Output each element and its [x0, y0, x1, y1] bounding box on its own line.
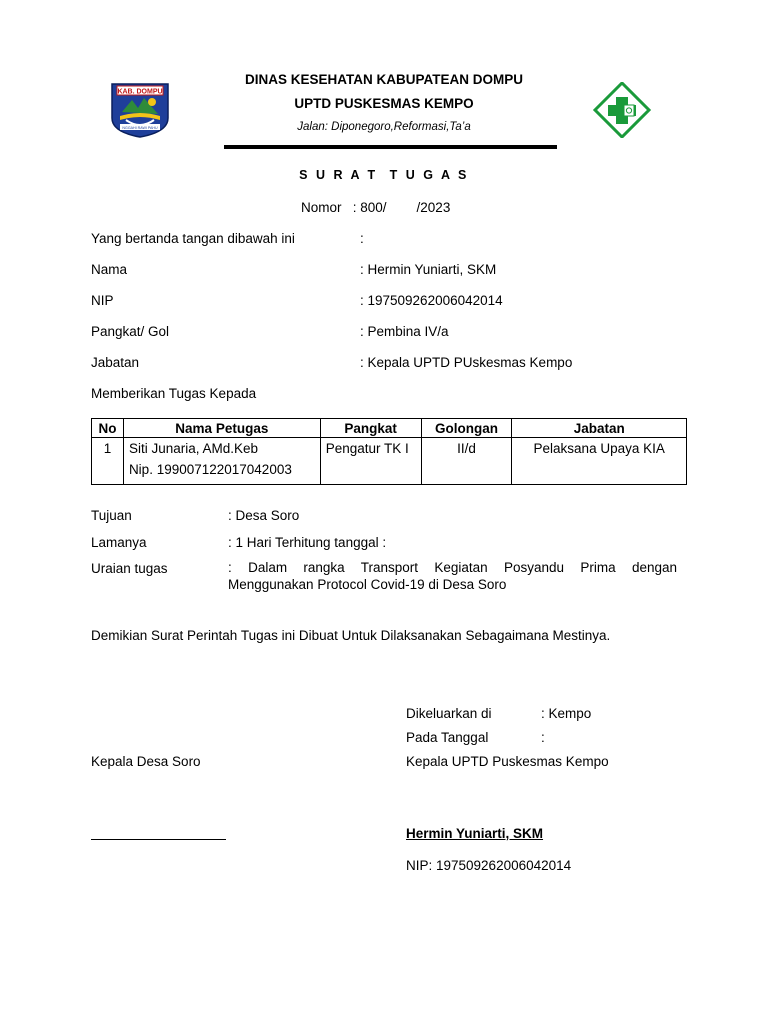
intro-label: Yang bertanda tangan dibawah ini	[91, 231, 295, 246]
cell-pangkat	[320, 438, 421, 485]
cell-nip-text: Nip. 199007122017042003	[128, 462, 292, 477]
header-divider	[224, 145, 557, 149]
cell-nama	[123, 438, 320, 485]
header-address: Jalan: Diponegoro,Reformasi,Ta’a	[297, 121, 471, 133]
col-header-nama: Nama Petugas	[123, 419, 320, 438]
field-value-nip: : 197509262006042014	[360, 293, 503, 308]
intro-colon: :	[360, 231, 364, 246]
document-title: S U R A T T U G A S	[299, 168, 469, 182]
col-header-jabatan: Jabatan	[512, 419, 687, 438]
issued-at-label: Dikeluarkan di	[406, 706, 492, 721]
field-value-jabatan: : Kepala UPTD PUskesmas Kempo	[360, 355, 573, 370]
table-row	[92, 438, 687, 485]
header-unit: UPTD PUSKESMAS KEMPO	[294, 96, 474, 111]
signature-right-title: Kepala UPTD Puskesmas Kempo	[406, 754, 609, 769]
issued-at-value: : Kempo	[541, 706, 592, 721]
header-agency: DINAS KESEHATAN KABUPATEAN DOMPU	[244, 72, 523, 87]
detail-value-tujuan: : Desa Soro	[228, 508, 300, 523]
detail-label-lamanya: Lamanya	[91, 535, 147, 550]
assignment-intro: Memberikan Tugas Kepada	[91, 386, 257, 401]
signature-left-title: Kepala Desa Soro	[91, 754, 201, 769]
field-label-nip: NIP	[91, 293, 114, 308]
kabupaten-dompu-emblem-icon	[108, 82, 172, 138]
field-label-jabatan: Jabatan	[91, 355, 140, 370]
cell-jabatan	[512, 438, 687, 485]
cell-golongan	[421, 438, 512, 485]
closing-statement: Demikian Surat Perintah Tugas ini Dibuat Untuk Dilaksanakan Sebagaimana Mestinya.	[91, 628, 611, 643]
assignment-table	[91, 418, 687, 485]
cell-pangkat-text: Pengatur TK I	[325, 441, 409, 456]
field-label-pangkat: Pangkat/ Gol	[91, 324, 170, 339]
detail-label-uraian: Uraian tugas	[91, 561, 168, 576]
cell-golongan-text: II/d	[457, 441, 476, 456]
logo-left-text: KAB. DOMPU	[117, 88, 163, 96]
issued-date-label: Pada Tanggal	[406, 730, 489, 745]
puskesmas-cross-icon	[592, 82, 652, 138]
field-value-pangkat: : Pembina IV/a	[360, 324, 449, 339]
col-header-pangkat: Pangkat	[320, 419, 421, 438]
field-value-nama: : Hermin Yuniarti, SKM	[360, 262, 497, 277]
signature-right-nip: NIP: 197509262006042014	[406, 858, 572, 873]
field-label-nama: Nama	[91, 262, 128, 277]
signature-right-name: Hermin Yuniarti, SKM	[406, 826, 544, 841]
signature-left-line	[91, 839, 226, 840]
cell-jabatan-text: Pelaksana Upaya KIA	[533, 441, 665, 456]
issued-date-value: :	[541, 730, 545, 745]
detail-value-lamanya: : 1 Hari Terhitung tanggal :	[228, 535, 387, 550]
col-header-no: No	[92, 419, 124, 438]
col-header-golongan: Golongan	[421, 419, 512, 438]
logo-left-motto: NGGAHI RAWI PAHU	[122, 125, 158, 130]
detail-value-uraian-cont: Menggunakan Protocol Covid-19 di Desa Soro	[228, 577, 507, 592]
table-header-row	[92, 419, 687, 438]
cell-no-text: 1	[103, 441, 112, 456]
detail-value-uraian: : Dalam rangka Transport Kegiatan Posyandu Prima dengan	[228, 560, 677, 575]
detail-label-tujuan: Tujuan	[91, 508, 132, 523]
cell-no	[92, 438, 124, 485]
document-number: Nomor : 800/ /2023	[301, 200, 451, 215]
cell-nama-text: Siti Junaria, AMd.Keb	[128, 441, 259, 456]
